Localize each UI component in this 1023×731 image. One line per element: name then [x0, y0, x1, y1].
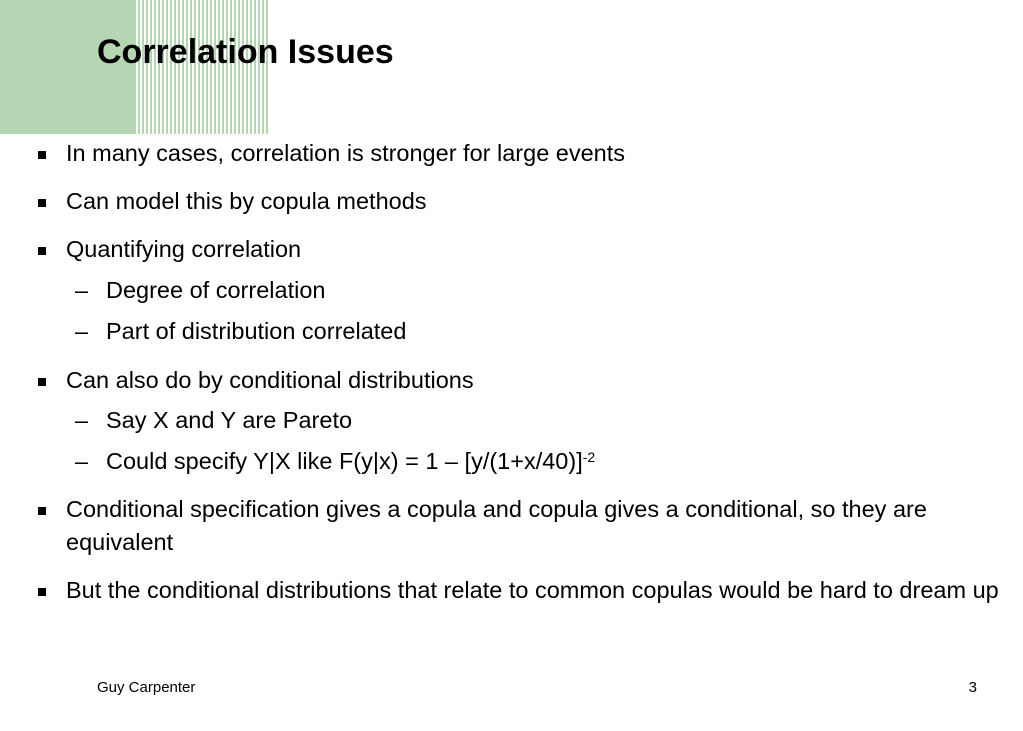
square-bullet-icon: [38, 378, 46, 386]
sub-bullet-item: [75, 404, 1006, 437]
bullet-text: Can also do by conditional distributions: [66, 367, 474, 393]
bullet-text: Can model this by copula methods: [66, 188, 427, 214]
bullet-text: Quantifying correlation: [66, 236, 302, 262]
bullet-item: [66, 574, 1001, 607]
sub-bullet-item: [75, 274, 1006, 307]
bullet-item: [66, 493, 1001, 559]
page-number: 3: [968, 679, 977, 696]
bullet-item: [66, 233, 1001, 266]
sub-bullet-text: Say X and Y are Pareto: [106, 407, 353, 433]
formula-exponent: -2: [582, 449, 596, 465]
footer-author: Guy Carpenter: [97, 679, 196, 696]
bullet-text: Conditional specification gives a copula and copula gives a conditional, so they are equivalent: [66, 496, 927, 555]
square-bullet-icon: [38, 588, 46, 596]
square-bullet-icon: [38, 199, 46, 207]
square-bullet-icon: [38, 507, 46, 515]
dash-bullet-marker: –: [75, 407, 89, 433]
dash-bullet-marker: –: [75, 448, 89, 474]
square-bullet-icon: [38, 247, 46, 255]
square-bullet-icon: [38, 151, 46, 159]
sub-bullet-text: Could specify Y|X like F(y|x) = 1 – [y/(1+x/40)]: [106, 448, 583, 474]
sub-bullet-item: [75, 315, 1006, 348]
bullet-item: [66, 137, 1001, 170]
sub-bullet-item: [75, 445, 1006, 478]
slide-title: Correlation Issues: [97, 33, 394, 71]
bullet-text: But the conditional distributions that relate to common copulas would be hard to dream up: [66, 577, 999, 603]
dash-bullet-marker: –: [75, 318, 89, 344]
sub-bullet-text: Part of distribution correlated: [106, 318, 407, 344]
bullet-item: [66, 364, 1001, 397]
sub-bullet-text: Degree of correlation: [106, 277, 326, 303]
dash-bullet-marker: –: [75, 277, 89, 303]
bullet-item: [66, 185, 1001, 218]
bullet-text: In many cases, correlation is stronger for large events: [66, 140, 626, 166]
